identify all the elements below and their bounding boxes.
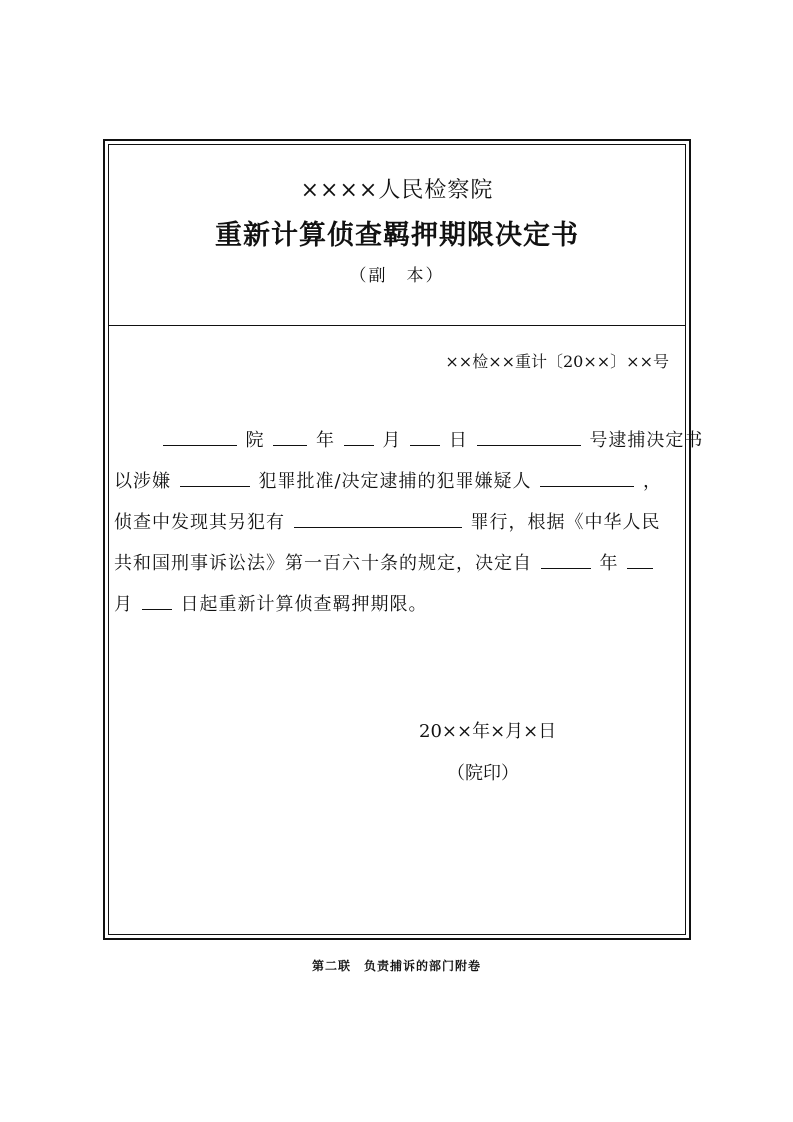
copy-label: （副 本） [349,266,445,286]
text-comma: ， [643,471,663,492]
body-line-2 [114,467,662,497]
document-number: ××检××重计〔20××〕××号 [445,352,669,371]
day-blank-2[interactable] [142,591,172,610]
year-blank-2[interactable] [541,550,591,569]
text-yuan: 院 [245,430,265,451]
text-nian-2: 年 [599,553,619,574]
suspect-name-blank[interactable] [540,468,634,487]
day-blank-1[interactable] [410,427,440,446]
arrest-decision-no-blank[interactable] [477,427,581,446]
court-blank[interactable] [163,427,237,446]
year-blank-1[interactable] [273,427,307,446]
text-recalculate: 日起重新计算侦查羁押期限。 [180,594,428,615]
body-line-4 [114,549,655,579]
document-title: 重新计算侦查羁押期限决定书 [215,220,579,251]
text-yue-2: 月 [114,594,133,615]
court-seal-label: （院印） [447,763,519,784]
month-blank-2-lead[interactable] [627,550,653,569]
procuratorate-name: ××××人民检察院 [300,178,494,203]
text-suspected: 以涉嫌 [114,471,171,492]
document-frame [103,139,704,940]
header-divider [109,325,685,326]
document-inner-border [108,144,704,935]
text-arrest-decision: 号逮捕决定书 [589,430,704,451]
crime-blank[interactable] [180,468,250,487]
copy-footer: 第二联 负责捕诉的部门附卷 [311,959,481,973]
body-line-3 [114,508,660,538]
signature-date: 20××年×月×日 [419,721,557,742]
body-line-1 [114,426,703,456]
body-line-5 [114,590,427,620]
text-according-to: 罪行，根据《中华人民 [470,512,661,533]
text-approved-arrest: 犯罪批准/决定逮捕的犯罪嫌疑人 [258,471,532,492]
text-law-article: 共和国刑事诉讼法》第一百六十条的规定，决定自 [114,553,532,574]
text-ri-1: 日 [448,430,468,451]
other-crime-blank[interactable] [294,509,462,528]
text-found-other-crime: 侦查中发现其另犯有 [114,512,285,533]
text-nian-1: 年 [315,430,335,451]
month-blank-1[interactable] [344,427,374,446]
text-yue-1: 月 [382,430,402,451]
